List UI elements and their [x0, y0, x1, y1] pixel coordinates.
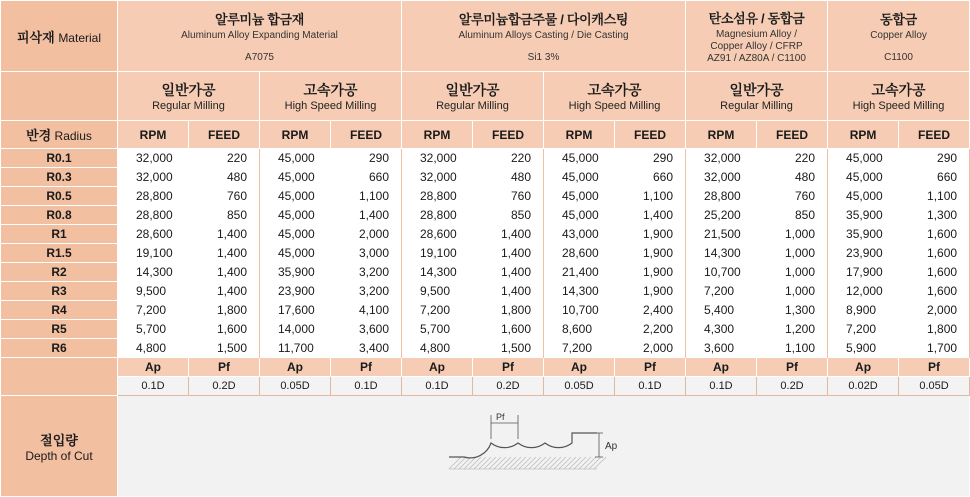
hatch-line — [569, 457, 581, 469]
column-header-feed: FEED — [757, 121, 828, 149]
hatch-line — [564, 457, 576, 469]
radius-value: R0.5 — [1, 187, 118, 206]
rpm-cell: 10,700 — [686, 263, 757, 282]
material-header-row — [1, 1, 970, 72]
feed-cell: 1,000 — [757, 225, 828, 244]
rpm-cell: 32,000 — [686, 168, 757, 187]
column-header-rpm: RPM — [828, 121, 899, 149]
depth-of-cut-row — [1, 396, 970, 497]
hatch-line — [514, 457, 526, 469]
hatch-line — [474, 457, 486, 469]
hatch-line — [539, 457, 551, 469]
method-ko: 고속가공 — [303, 82, 358, 98]
column-header-rpm: RPM — [118, 121, 189, 149]
hatch-line — [449, 457, 461, 469]
hatch-line — [484, 457, 496, 469]
column-header-ap: Ap — [402, 358, 473, 377]
material-label-ko: 피삭재 — [17, 29, 55, 45]
feed-cell: 2,200 — [615, 320, 686, 339]
rpm-cell: 32,000 — [402, 149, 473, 168]
feed-cell: 290 — [899, 149, 970, 168]
rpm-cell: 28,800 — [118, 206, 189, 225]
rpm-cell: 28,800 — [402, 206, 473, 225]
table-row — [1, 263, 970, 282]
table-row — [1, 244, 970, 263]
rpm-cell: 35,900 — [260, 263, 331, 282]
rpm-cell: 7,200 — [544, 339, 615, 358]
rpm-cell: 14,300 — [544, 282, 615, 301]
hatch-line — [464, 457, 476, 469]
material-label-en: Material — [58, 30, 101, 45]
method-en: High Speed Milling — [852, 100, 945, 112]
rpm-cell: 45,000 — [260, 168, 331, 187]
feed-cell: 1,900 — [615, 244, 686, 263]
rpm-cell: 23,900 — [828, 244, 899, 263]
depth-label-en: Depth of Cut — [25, 448, 93, 463]
radius-value: R3 — [1, 282, 118, 301]
cut-profile — [449, 433, 597, 458]
material-title-en: Copper Alloy — [870, 30, 927, 41]
rpm-cell: 45,000 — [260, 206, 331, 225]
method-en: High Speed Milling — [568, 100, 661, 112]
hatch-pattern — [449, 457, 606, 469]
rpm-cell: 8,600 — [544, 320, 615, 339]
hatch-line — [554, 457, 566, 469]
method-ko: 고속가공 — [587, 82, 642, 98]
rpm-cell: 45,000 — [828, 149, 899, 168]
feed-cell: 2,000 — [899, 301, 970, 320]
rpm-cell: 45,000 — [828, 187, 899, 206]
feed-cell: 3,200 — [331, 263, 402, 282]
rpm-cell: 17,900 — [828, 263, 899, 282]
ap-value: 0.1D — [118, 377, 189, 396]
hatch-line — [534, 457, 546, 469]
rpm-cell: 5,400 — [686, 301, 757, 320]
rpm-cell: 11,700 — [260, 339, 331, 358]
feed-cell: 4,100 — [331, 301, 402, 320]
feed-cell: 1,600 — [473, 320, 544, 339]
radius-value: R1 — [1, 225, 118, 244]
column-header-feed: FEED — [331, 121, 402, 149]
column-header-rpm: RPM — [260, 121, 331, 149]
radius-value: R0.8 — [1, 206, 118, 225]
rpm-cell: 14,300 — [686, 244, 757, 263]
feed-cell: 480 — [757, 168, 828, 187]
ap-value: 0.05D — [260, 377, 331, 396]
feed-cell: 1,400 — [473, 263, 544, 282]
feed-cell: 3,400 — [331, 339, 402, 358]
feed-cell: 1,600 — [899, 282, 970, 301]
method-ko: 일반가공 — [445, 82, 500, 98]
material-title-ko: 알루미늄합금주물 / 다이캐스팅 — [458, 12, 629, 27]
material-aluminum-casting — [402, 1, 686, 72]
rpm-cell: 45,000 — [544, 206, 615, 225]
feed-cell: 220 — [473, 149, 544, 168]
feed-cell: 1,400 — [615, 206, 686, 225]
material-title-en: Aluminum Alloys Casting / Die Casting — [458, 30, 629, 41]
column-header-feed: FEED — [473, 121, 544, 149]
depth-label-ko: 절입량 — [40, 432, 78, 448]
method-high-speed — [828, 72, 970, 121]
hatch-line — [544, 457, 556, 469]
rpm-cell: 9,500 — [402, 282, 473, 301]
rpm-cell: 7,200 — [118, 301, 189, 320]
radius-value: R5 — [1, 320, 118, 339]
table-row — [1, 225, 970, 244]
feed-cell: 1,400 — [331, 206, 402, 225]
rpm-cell: 7,200 — [686, 282, 757, 301]
material-copper-alloy — [828, 1, 970, 72]
material-title-en: Aluminum Alloy Expanding Material — [181, 30, 338, 41]
feed-cell: 3,600 — [331, 320, 402, 339]
feed-cell: 760 — [473, 187, 544, 206]
column-header-feed: FEED — [615, 121, 686, 149]
rpm-cell: 32,000 — [402, 168, 473, 187]
feed-cell: 1,100 — [331, 187, 402, 206]
feed-cell: 1,400 — [473, 225, 544, 244]
column-header-rpm: RPM — [686, 121, 757, 149]
rpm-cell: 21,400 — [544, 263, 615, 282]
hatch-line — [529, 457, 541, 469]
feed-cell: 1,400 — [189, 282, 260, 301]
rpm-cell: 28,600 — [402, 225, 473, 244]
table-row — [1, 320, 970, 339]
material-grade: C1100 — [884, 52, 913, 63]
rpm-cell: 32,000 — [118, 149, 189, 168]
feed-cell: 1,500 — [189, 339, 260, 358]
rpm-cell: 45,000 — [260, 225, 331, 244]
rpm-cell: 35,900 — [828, 225, 899, 244]
material-title-ko: 탄소섬유 / 동합금 — [708, 11, 805, 26]
table-row — [1, 168, 970, 187]
feed-cell: 3,000 — [331, 244, 402, 263]
depth-label-blank — [1, 358, 118, 396]
rpm-cell: 7,200 — [402, 301, 473, 320]
rpm-cell: 28,600 — [544, 244, 615, 263]
feed-cell: 1,300 — [899, 206, 970, 225]
feed-cell: 760 — [189, 187, 260, 206]
column-header-ap: Ap — [686, 358, 757, 377]
hatch-line — [594, 457, 606, 469]
rpm-cell: 7,200 — [828, 320, 899, 339]
method-ko: 일반가공 — [161, 82, 216, 98]
feed-cell: 2,400 — [615, 301, 686, 320]
feed-cell: 1,600 — [899, 263, 970, 282]
material-grade: A7075 — [245, 52, 274, 63]
rpm-cell: 8,900 — [828, 301, 899, 320]
radius-value: R4 — [1, 301, 118, 320]
feed-cell: 1,200 — [757, 320, 828, 339]
method-label-blank — [1, 72, 118, 121]
feed-cell: 2,000 — [615, 339, 686, 358]
column-header-row — [1, 121, 970, 149]
material-aluminum-alloy — [118, 1, 402, 72]
hatch-line — [589, 457, 601, 469]
radius-value: R2 — [1, 263, 118, 282]
rpm-cell: 14,000 — [260, 320, 331, 339]
hatch-line — [489, 457, 501, 469]
hatch-line — [524, 457, 536, 469]
pf-value: 0.2D — [473, 377, 544, 396]
rpm-cell: 4,800 — [118, 339, 189, 358]
radius-value: R0.1 — [1, 149, 118, 168]
ap-value: 0.1D — [402, 377, 473, 396]
ap-value: 0.02D — [828, 377, 899, 396]
feed-cell: 1,800 — [473, 301, 544, 320]
pf-value: 0.2D — [189, 377, 260, 396]
rpm-cell: 25,200 — [686, 206, 757, 225]
rpm-cell: 23,900 — [260, 282, 331, 301]
material-label — [1, 1, 118, 72]
method-high-speed — [544, 72, 686, 121]
rpm-cell: 17,600 — [260, 301, 331, 320]
rpm-cell: 45,000 — [544, 149, 615, 168]
method-en: Regular Milling — [152, 100, 225, 112]
feed-cell: 1,600 — [899, 244, 970, 263]
feed-cell: 2,000 — [331, 225, 402, 244]
feed-cell: 1,900 — [615, 263, 686, 282]
column-header-pf: Pf — [331, 358, 402, 377]
rpm-cell: 14,300 — [118, 263, 189, 282]
radius-value: R6 — [1, 339, 118, 358]
material-title-ko: 알루미늄 합금재 — [214, 12, 305, 27]
pf-value: 0.05D — [899, 377, 970, 396]
pf-value: 0.1D — [615, 377, 686, 396]
feed-cell: 220 — [189, 149, 260, 168]
hatch-line — [469, 457, 481, 469]
column-header-feed: FEED — [899, 121, 970, 149]
feed-cell: 480 — [473, 168, 544, 187]
hatch-line — [519, 457, 531, 469]
rpm-cell: 45,000 — [828, 168, 899, 187]
rpm-cell: 4,800 — [402, 339, 473, 358]
method-ko: 고속가공 — [871, 82, 926, 98]
feed-cell: 660 — [331, 168, 402, 187]
hatch-line — [549, 457, 561, 469]
feed-cell: 850 — [189, 206, 260, 225]
material-grade: AZ91 / AZ80A / C1100 — [707, 53, 806, 64]
method-en: Regular Milling — [720, 100, 793, 112]
feed-cell: 1,600 — [899, 225, 970, 244]
rpm-cell: 45,000 — [544, 187, 615, 206]
feed-cell: 850 — [473, 206, 544, 225]
radius-value: R0.3 — [1, 168, 118, 187]
feed-cell: 290 — [615, 149, 686, 168]
rpm-cell: 28,800 — [686, 187, 757, 206]
hatch-line — [494, 457, 506, 469]
feed-cell: 1,000 — [757, 282, 828, 301]
rpm-cell: 12,000 — [828, 282, 899, 301]
rpm-cell: 19,100 — [118, 244, 189, 263]
method-regular — [686, 72, 828, 121]
feed-cell: 1,100 — [899, 187, 970, 206]
column-header-pf: Pf — [473, 358, 544, 377]
hatch-line — [504, 457, 516, 469]
rpm-cell: 45,000 — [260, 244, 331, 263]
depth-of-cut-label — [1, 396, 118, 497]
feed-cell: 1,600 — [189, 320, 260, 339]
method-high-speed — [260, 72, 402, 121]
table-row — [1, 339, 970, 358]
rpm-cell: 43,000 — [544, 225, 615, 244]
feed-cell: 220 — [757, 149, 828, 168]
radius-label-en: Radius — [54, 129, 92, 143]
table-row — [1, 301, 970, 320]
rpm-cell: 3,600 — [686, 339, 757, 358]
feed-cell: 1,400 — [189, 263, 260, 282]
column-header-ap: Ap — [260, 358, 331, 377]
method-en: Regular Milling — [436, 100, 509, 112]
rpm-cell: 32,000 — [686, 149, 757, 168]
column-header-rpm: RPM — [544, 121, 615, 149]
rpm-cell: 5,700 — [402, 320, 473, 339]
feed-cell: 1,800 — [189, 301, 260, 320]
column-header-pf: Pf — [615, 358, 686, 377]
material-grade: Si1 3% — [527, 52, 560, 63]
feed-cell: 1,900 — [615, 282, 686, 301]
ap-value: 0.1D — [686, 377, 757, 396]
table-row — [1, 206, 970, 225]
method-regular — [402, 72, 544, 121]
rpm-cell: 19,100 — [402, 244, 473, 263]
column-header-ap: Ap — [828, 358, 899, 377]
radius-value: R1.5 — [1, 244, 118, 263]
feed-cell: 1,100 — [757, 339, 828, 358]
rpm-cell: 45,000 — [260, 149, 331, 168]
depth-of-cut-diagram — [439, 409, 639, 479]
feed-cell: 1,100 — [615, 187, 686, 206]
method-en: High Speed Milling — [284, 100, 377, 112]
rpm-cell: 21,500 — [686, 225, 757, 244]
pf-label: Pf — [495, 411, 505, 422]
method-header-row — [1, 72, 970, 121]
hatch-line — [559, 457, 571, 469]
depth-of-cut-diagram-cell — [118, 396, 970, 497]
hatch-line — [479, 457, 491, 469]
rpm-cell: 35,900 — [828, 206, 899, 225]
feed-cell: 1,000 — [757, 263, 828, 282]
rpm-cell: 28,800 — [402, 187, 473, 206]
material-title-ko: 동합금 — [880, 12, 917, 27]
table-row — [1, 187, 970, 206]
feed-cell: 1,500 — [473, 339, 544, 358]
feed-cell: 290 — [331, 149, 402, 168]
depth-header-row — [1, 358, 970, 377]
rpm-cell: 5,900 — [828, 339, 899, 358]
feed-cell: 1,400 — [473, 282, 544, 301]
rpm-cell: 45,000 — [544, 168, 615, 187]
hatch-line — [454, 457, 466, 469]
column-header-ap: Ap — [544, 358, 615, 377]
material-title-en: Magnesium Alloy / — [715, 29, 798, 40]
column-header-feed: FEED — [189, 121, 260, 149]
column-header-pf: Pf — [757, 358, 828, 377]
table-row — [1, 282, 970, 301]
table-row — [1, 149, 970, 168]
rpm-cell: 10,700 — [544, 301, 615, 320]
pf-value: 0.1D — [331, 377, 402, 396]
feed-cell: 660 — [615, 168, 686, 187]
feed-cell: 480 — [189, 168, 260, 187]
ap-value: 0.05D — [544, 377, 615, 396]
column-header-rpm: RPM — [402, 121, 473, 149]
feed-cell: 1,000 — [757, 244, 828, 263]
hatch-line — [574, 457, 586, 469]
rpm-cell: 14,300 — [402, 263, 473, 282]
method-ko: 일반가공 — [729, 82, 784, 98]
hatch-line — [509, 457, 521, 469]
feed-cell: 1,300 — [757, 301, 828, 320]
column-header-ap: Ap — [118, 358, 189, 377]
rpm-cell: 9,500 — [118, 282, 189, 301]
feed-cell: 1,800 — [899, 320, 970, 339]
feed-cell: 850 — [757, 206, 828, 225]
material-title-en-2: Copper Alloy / CFRP — [710, 41, 803, 52]
material-carbon-fiber — [686, 1, 828, 72]
depth-values-row — [1, 377, 970, 396]
ap-label: Ap — [604, 440, 617, 452]
hatch-line — [579, 457, 591, 469]
hatch-line — [459, 457, 471, 469]
rpm-cell: 28,600 — [118, 225, 189, 244]
rpm-cell: 28,800 — [118, 187, 189, 206]
feed-cell: 1,700 — [899, 339, 970, 358]
rpm-cell: 4,300 — [686, 320, 757, 339]
feed-cell: 660 — [899, 168, 970, 187]
radius-label — [1, 121, 118, 149]
method-regular — [118, 72, 260, 121]
rpm-cell: 32,000 — [118, 168, 189, 187]
column-header-pf: Pf — [189, 358, 260, 377]
column-header-pf: Pf — [899, 358, 970, 377]
radius-label-ko: 반경 — [26, 128, 52, 143]
hatch-line — [584, 457, 596, 469]
rpm-cell: 5,700 — [118, 320, 189, 339]
feed-cell: 3,200 — [331, 282, 402, 301]
pf-value: 0.2D — [757, 377, 828, 396]
feed-cell: 760 — [757, 187, 828, 206]
rpm-cell: 45,000 — [260, 187, 331, 206]
feed-cell: 1,400 — [189, 225, 260, 244]
feed-cell: 1,400 — [473, 244, 544, 263]
feed-cell: 1,900 — [615, 225, 686, 244]
hatch-line — [499, 457, 511, 469]
feed-cell: 1,400 — [189, 244, 260, 263]
